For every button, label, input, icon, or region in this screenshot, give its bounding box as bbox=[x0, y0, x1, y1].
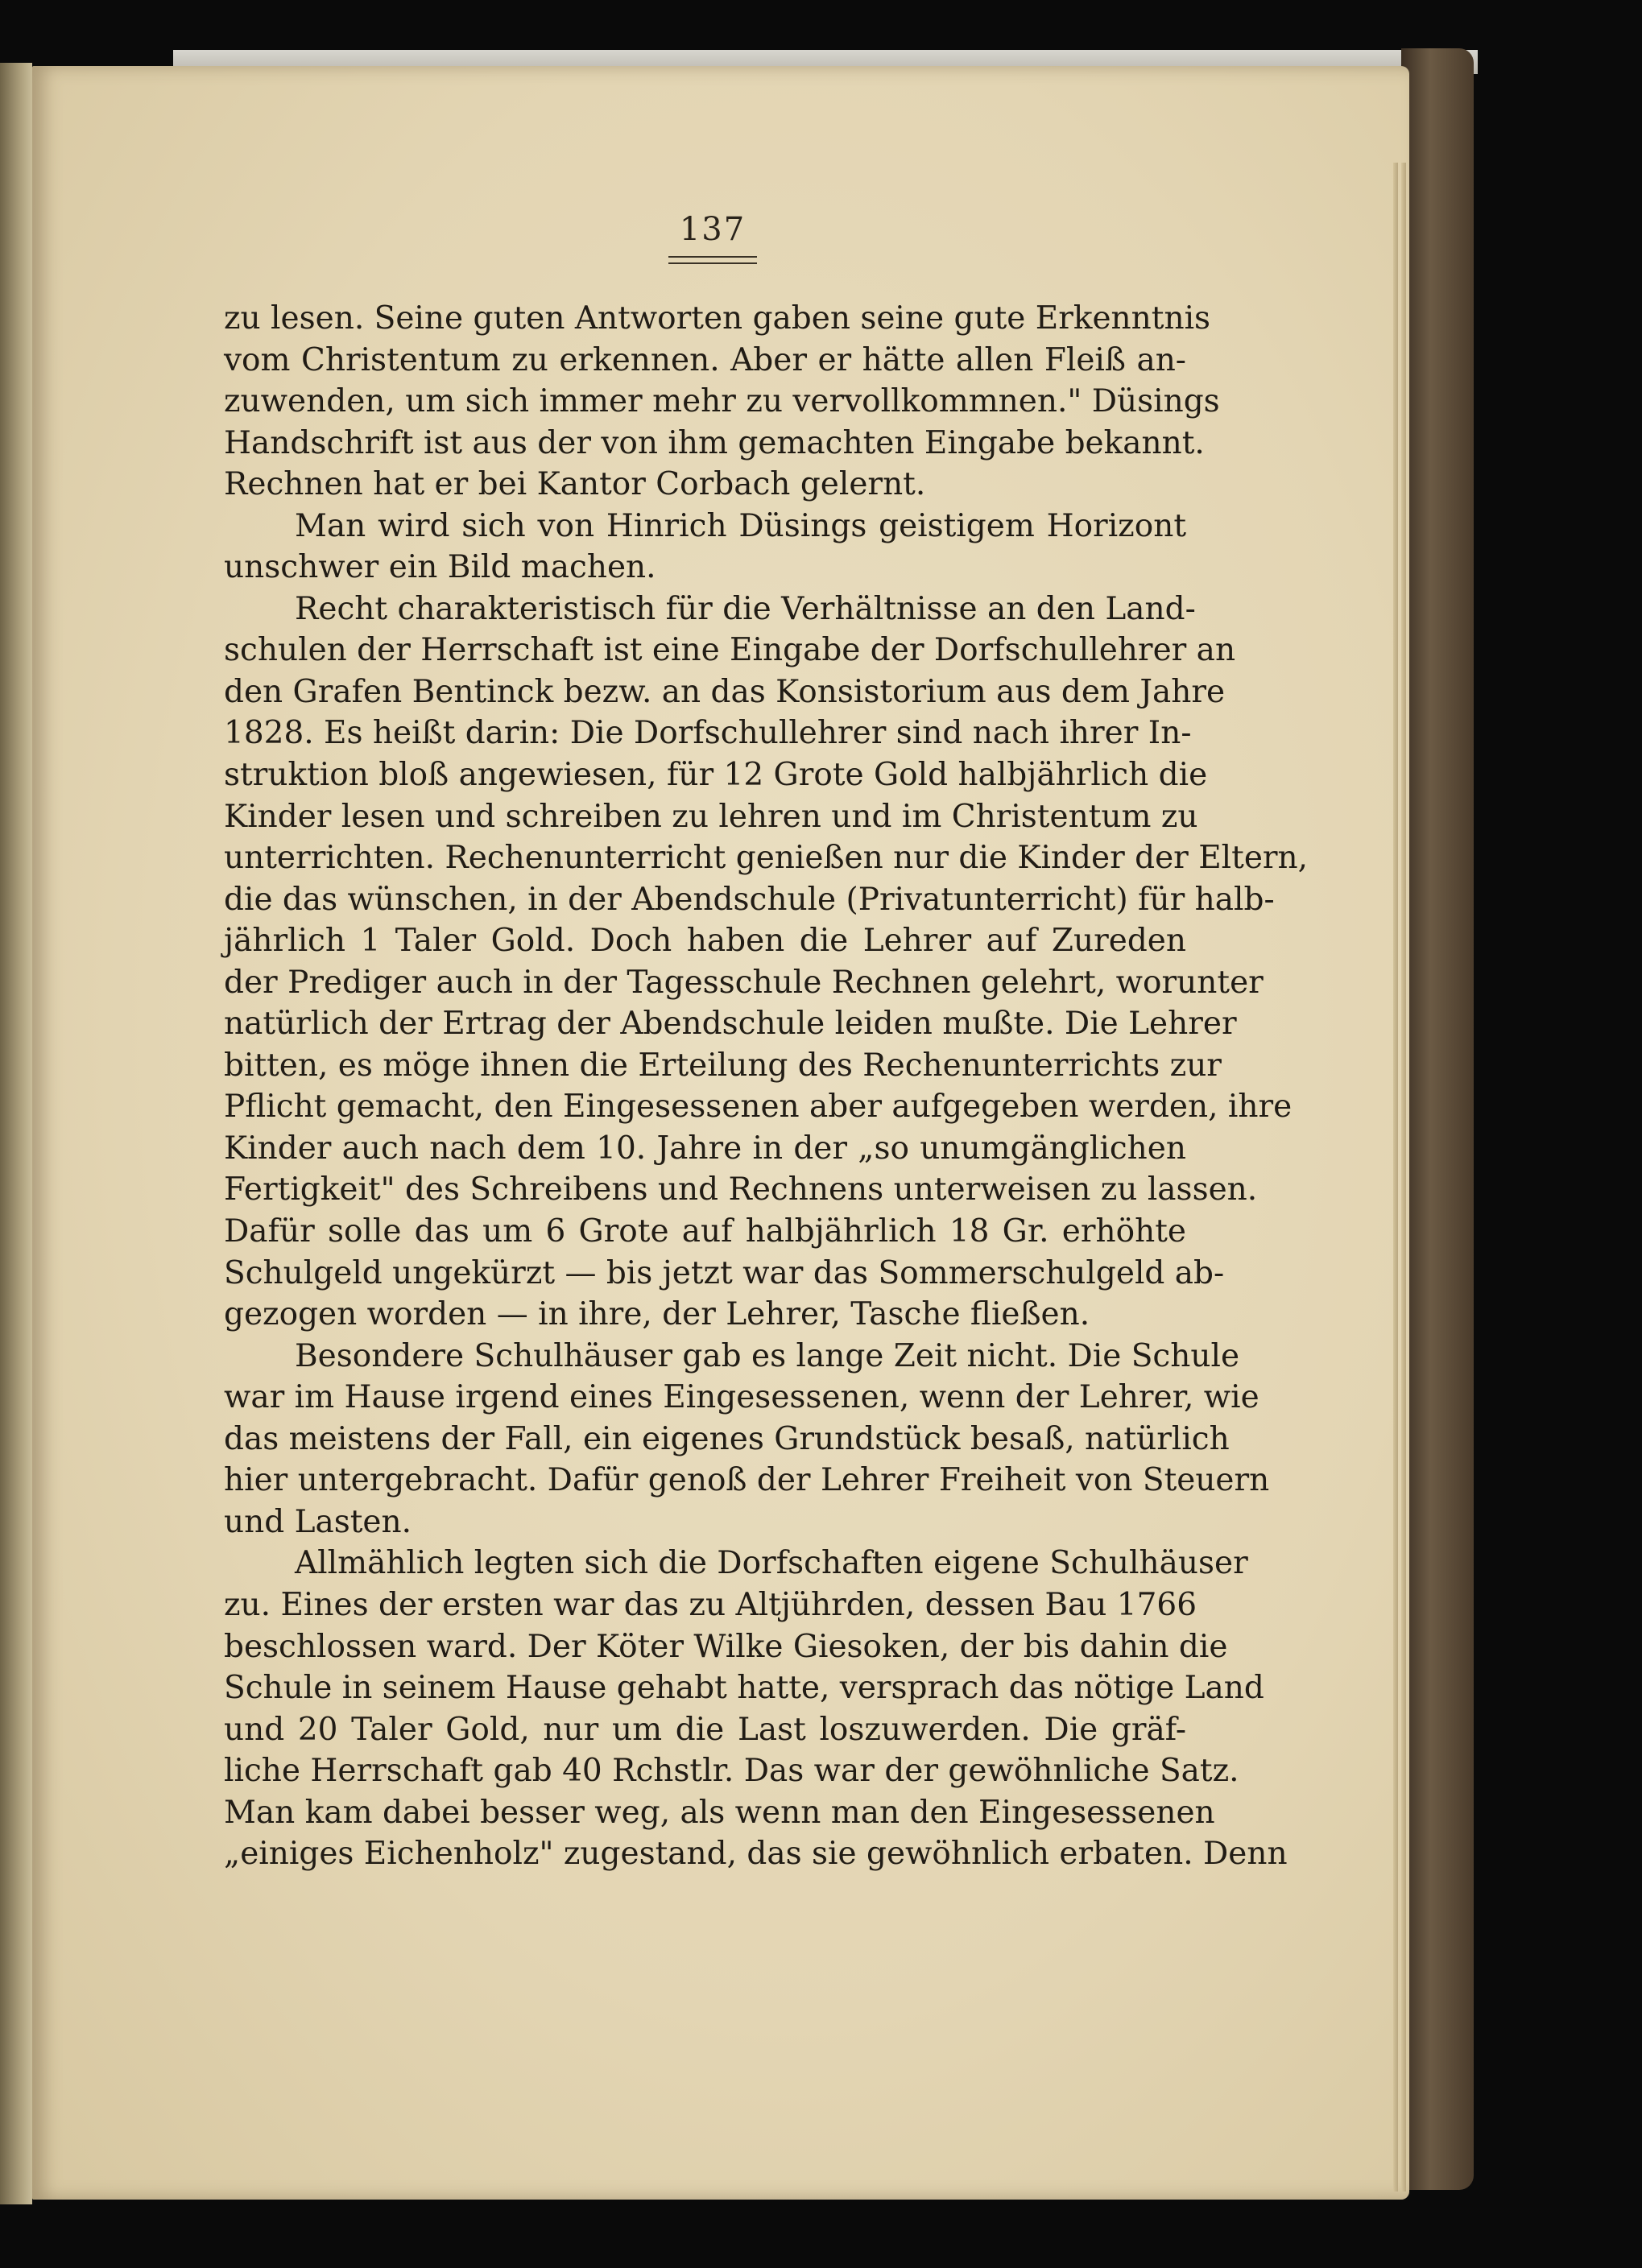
text-line: der Prediger auch in der Tagesschule Rechnen gelehrt, worunter bbox=[224, 964, 1264, 1001]
text-line: struktion bloß angewiesen, für 12 Grote Gold halbjährlich die bbox=[224, 757, 1208, 794]
text-line: bitten, es möge ihnen die Erteilung des Rechenunterrichts zur bbox=[224, 1047, 1222, 1084]
text-line: zuwenden, um sich immer mehr zu vervollkommnen." Düsings bbox=[224, 383, 1220, 420]
text-line: unschwer ein Bild machen. bbox=[224, 549, 656, 586]
text-line: Schule in seinem Hause gehabt hatte, versprach das nötige Land bbox=[224, 1670, 1264, 1707]
text-line: hier untergebracht. Dafür genoß der Lehrer Freiheit von Steuern bbox=[224, 1462, 1270, 1499]
facing-page-edge bbox=[0, 63, 32, 2204]
page-number: 137 bbox=[679, 211, 747, 248]
text-line: beschlossen ward. Der Köter Wilke Giesoken, der bis dahin die bbox=[224, 1628, 1228, 1665]
text-line: den Grafen Bentinck bezw. an das Konsistorium aus dem Jahre bbox=[224, 673, 1226, 710]
text-line: Kinder auch nach dem 10. Jahre in der „so unumgänglichen bbox=[224, 1130, 1186, 1167]
book-cover bbox=[1401, 48, 1474, 2190]
text-line: und Lasten. bbox=[224, 1503, 412, 1540]
text-line: natürlich der Ertrag der Abendschule leiden mußte. Die Lehrer bbox=[224, 1006, 1237, 1043]
text-line: zu. Eines der ersten war das zu Altjührden, dessen Bau 1766 bbox=[224, 1586, 1197, 1623]
text-line: war im Hause irgend eines Eingesessenen, wenn der Lehrer, wie bbox=[224, 1379, 1259, 1416]
text-line: Pflicht gemacht, den Eingesessenen aber aufgegeben werden, ihre bbox=[224, 1089, 1293, 1126]
text-line: Recht charakteristisch für die Verhältnisse an den Land- bbox=[295, 590, 1196, 627]
text-line: Man wird sich von Hinrich Düsings geistigem Horizont bbox=[295, 507, 1186, 544]
text-line: und 20 Taler Gold, nur um die Last loszuwerden. Die gräf- bbox=[224, 1711, 1186, 1748]
text-line: 1828. Es heißt darin: Die Dorfschullehrer sind nach ihrer In- bbox=[224, 715, 1192, 752]
text-line: Allmählich legten sich die Dorfschaften eigene Schulhäuser bbox=[295, 1545, 1248, 1582]
text-line: gezogen worden — in ihre, der Lehrer, Tasche fließen. bbox=[224, 1296, 1090, 1333]
text-line: vom Christentum zu erkennen. Aber er hätte allen Fleiß an- bbox=[224, 341, 1186, 378]
text-line: „einiges Eichenholz" zugestand, das sie gewöhnlich erbaten. Denn bbox=[224, 1836, 1288, 1873]
text-line: liche Herrschaft gab 40 Rchstlr. Das war der gewöhnliche Satz. bbox=[224, 1753, 1239, 1790]
text-line: zu lesen. Seine guten Antworten gaben seine gute Erkenntnis bbox=[224, 300, 1211, 337]
text-line: schulen der Herrschaft ist eine Eingabe der Dorfschullehrer an bbox=[224, 632, 1236, 669]
text-line: unterrichten. Rechenunterricht genießen nur die Kinder der Eltern, bbox=[224, 840, 1309, 877]
text-line: Rechnen hat er bei Kantor Corbach gelernt. bbox=[224, 466, 926, 503]
page-number-rule bbox=[668, 256, 757, 264]
text-line: die das wünschen, in der Abendschule (Privatunterricht) für halb- bbox=[224, 881, 1275, 918]
page-stack-edge bbox=[1393, 163, 1398, 2192]
text-line: Fertigkeit" des Schreibens und Rechnens unterweisen zu lassen. bbox=[224, 1171, 1258, 1208]
text-line: das meistens der Fall, ein eigenes Grundstück besaß, natürlich bbox=[224, 1420, 1230, 1457]
text-line: Besondere Schulhäuser gab es lange Zeit nicht. Die Schule bbox=[295, 1337, 1240, 1374]
text-line: Handschrift ist aus der von ihm gemachten Eingabe bekannt. bbox=[224, 424, 1205, 461]
text-line: Kinder lesen und schreiben zu lehren und im Christentum zu bbox=[224, 798, 1198, 835]
body-text bbox=[224, 298, 1309, 1875]
text-line: Man kam dabei besser weg, als wenn man den Eingesessenen bbox=[224, 1794, 1215, 1831]
text-line: jährlich 1 Taler Gold. Doch haben die Lehrer auf Zureden bbox=[224, 923, 1186, 960]
text-line: Schulgeld ungekürzt — bis jetzt war das Sommerschulgeld ab- bbox=[224, 1254, 1225, 1291]
text-line: Dafür solle das um 6 Grote auf halbjährlich 18 Gr. erhöhte bbox=[224, 1213, 1186, 1250]
page-stack-edge bbox=[1401, 163, 1406, 2192]
